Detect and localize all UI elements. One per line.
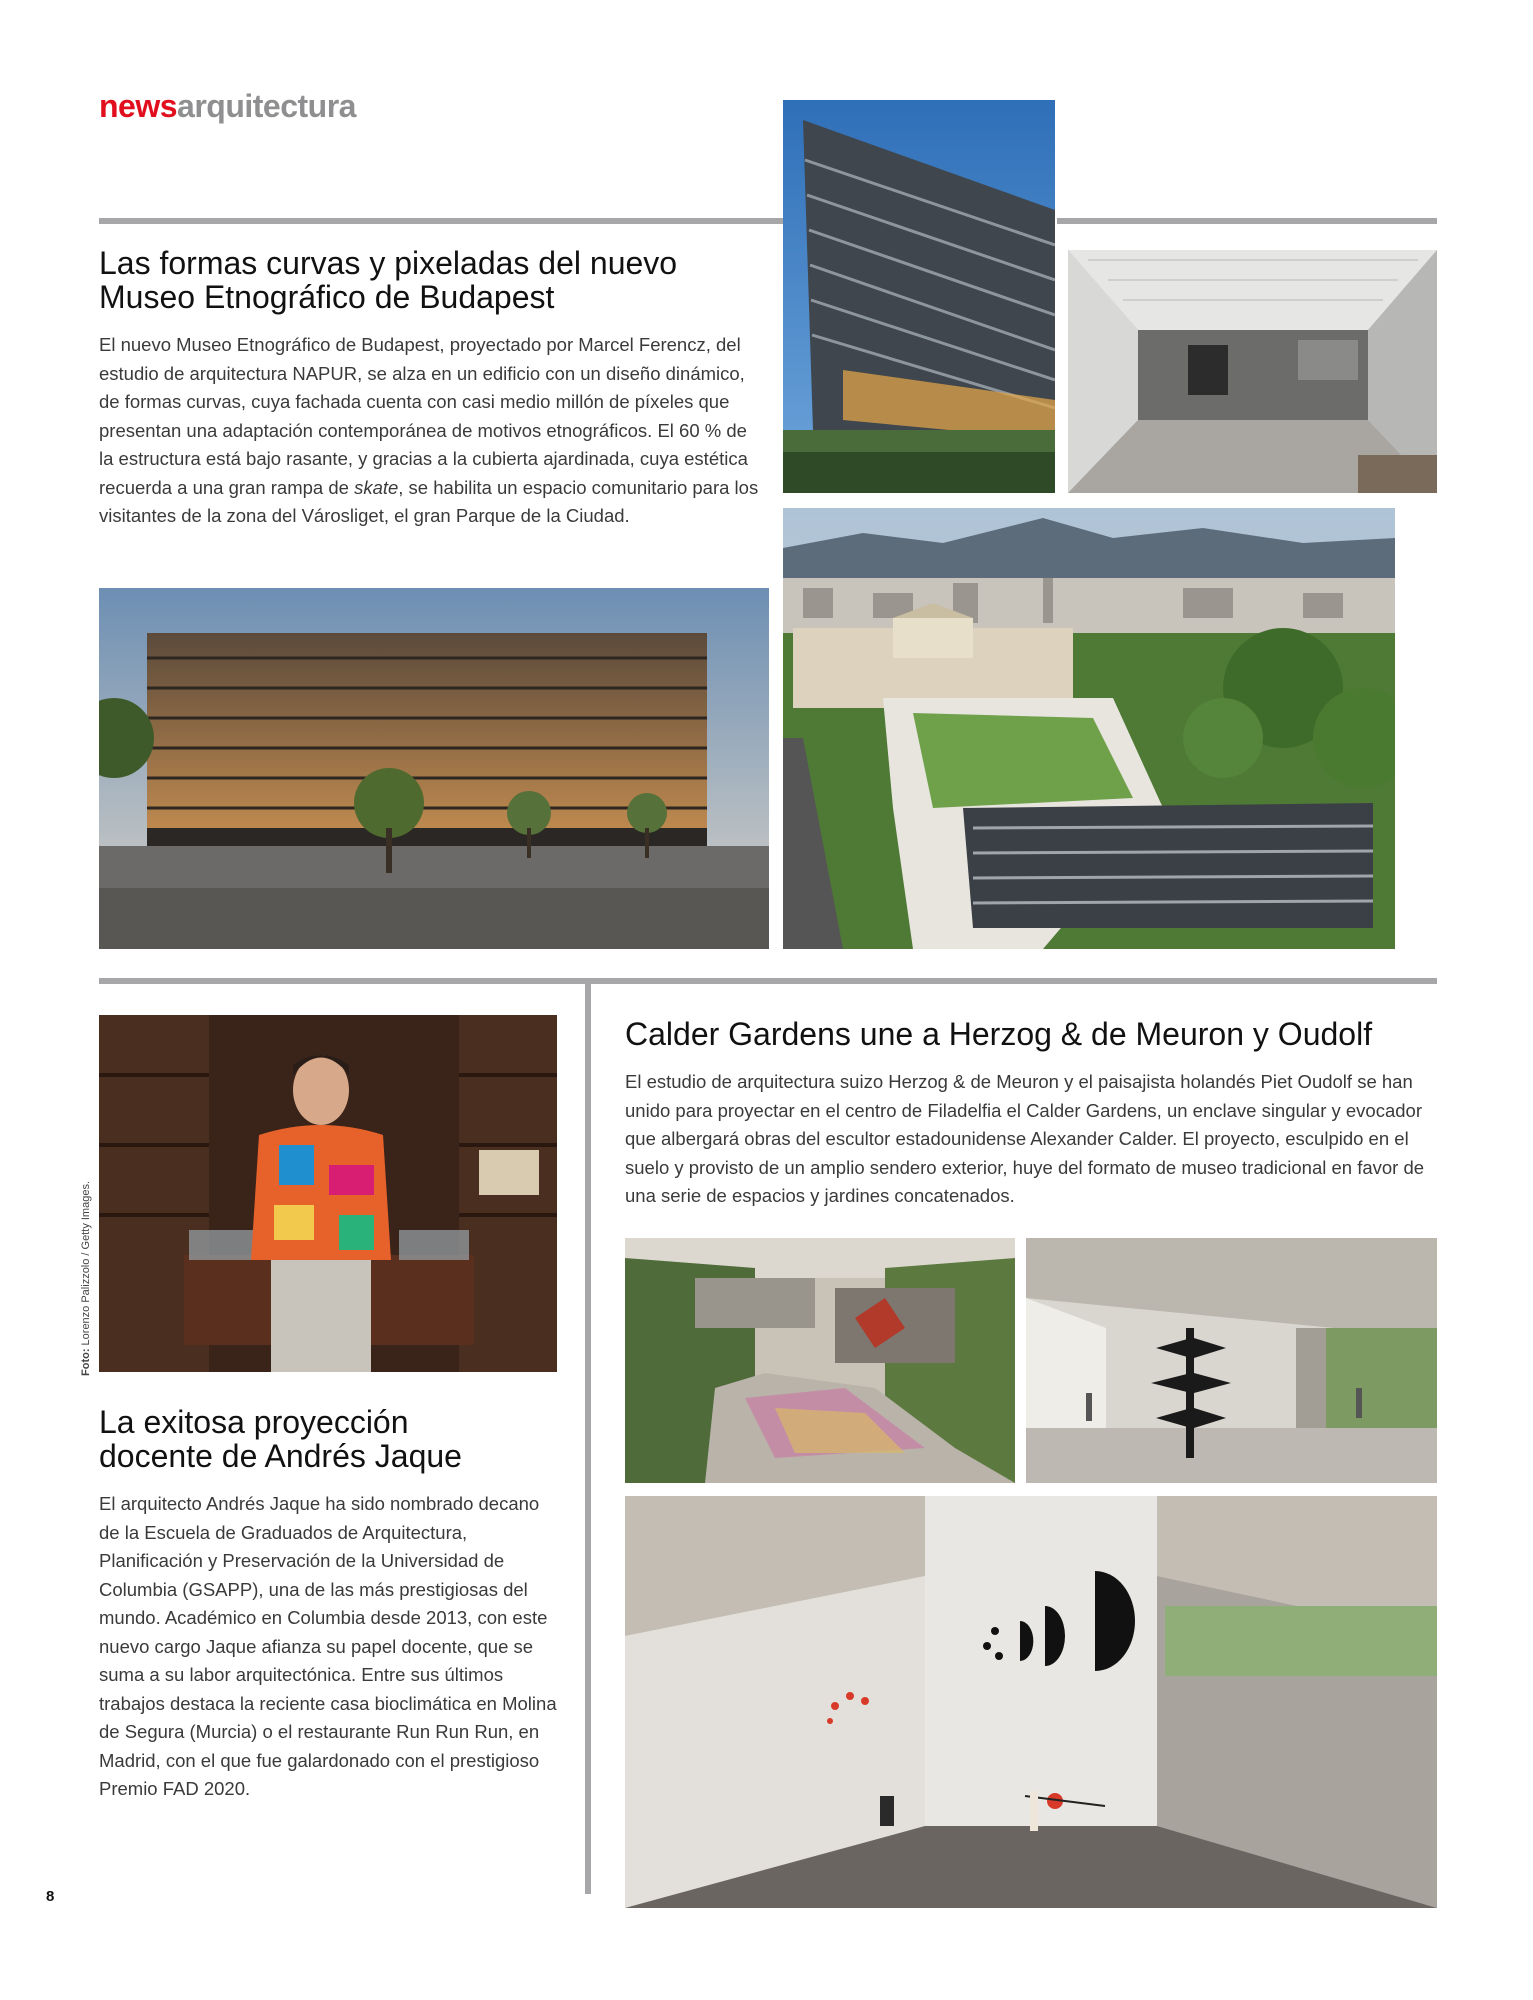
article2-body: El arquitecto Andrés Jaque ha sido nombrado decano de la Escuela de Graduados de Arquitectura, Planificación y Preservación de la Universidad de Columbia (GSAPP), una de las más prestigiosas del mundo. Académico en Columbia desde 2013, con este nuevo cargo Jaque afianza su papel docente, que se suma a su labor arquitectónica. Entre sus últimos trabajos destaca la reciente casa bioclimática en Molina de Segura (Murcia) o el restaurante Run Run Run, en Madrid, con el que fue galardonado con el prestigioso Premio FAD 2020. <box>99 1493 557 1799</box>
article1-title: Las formas curvas y pixeladas del nuevo Museo Etnográfico de Budapest <box>99 245 678 315</box>
museum-facade-photo <box>783 100 1055 493</box>
divider-rule <box>99 218 783 224</box>
column-divider <box>585 984 591 1894</box>
article2-title: La exitosa proyección docente de Andrés Jaque <box>99 1404 462 1474</box>
section-title <box>99 88 356 125</box>
andres-jaque-portrait <box>99 1015 557 1372</box>
photo-credit: Foto: Lorenzo Palizzolo / Getty Images. <box>80 1180 92 1376</box>
article3-body: El estudio de arquitectura suizo Herzog & de Meuron y el paisajista holandés Piet Oudolf se han unido para proyectar en el centro de Filadelfia el Calder Gardens, un enclave singular y evocador que albergará obras del escultor estadounidense Alexander Calder. El proyecto, esculpido en el suelo y provisto de un amplio sendero exterior, huye del formato de museo tradicional en favor de una serie de espacios y jardines concatenados. <box>625 1071 1425 1206</box>
section-title-arquitectura: arquitectura <box>177 88 356 124</box>
museum-aerial-photo <box>783 508 1395 949</box>
section-title-news: news <box>99 88 178 124</box>
article3-title: Calder Gardens une a Herzog & de Meuron y Oudolf <box>625 1016 1373 1052</box>
divider-rule <box>99 978 1437 984</box>
calder-gallery-render <box>625 1496 1437 1908</box>
page-number: 8 <box>46 1888 55 1905</box>
museum-front-photo <box>99 588 769 949</box>
calder-pavilion-render <box>1026 1238 1437 1483</box>
museum-interior-photo <box>1068 250 1437 493</box>
calder-garden-render <box>625 1238 1015 1483</box>
article1-body: El nuevo Museo Etnográfico de Budapest, proyectado por Marcel Ferencz, del estudio de arquitectura NAPUR, se alza en un edificio con un diseño dinámico, de formas curvas, cuya fachada cuenta con casi medio millón de píxeles que presentan una adaptación contemporánea de motivos etnográficos. El 60 % de la estructura está bajo rasante, y gracias a la cubierta ajardinada, cuya estética recuerda a una gran rampa de skate, se habilita un espacio comunitario para los visitantes de la zona del Városliget, el gran Parque de la Ciudad. <box>99 334 759 526</box>
divider-rule <box>1057 218 1437 224</box>
